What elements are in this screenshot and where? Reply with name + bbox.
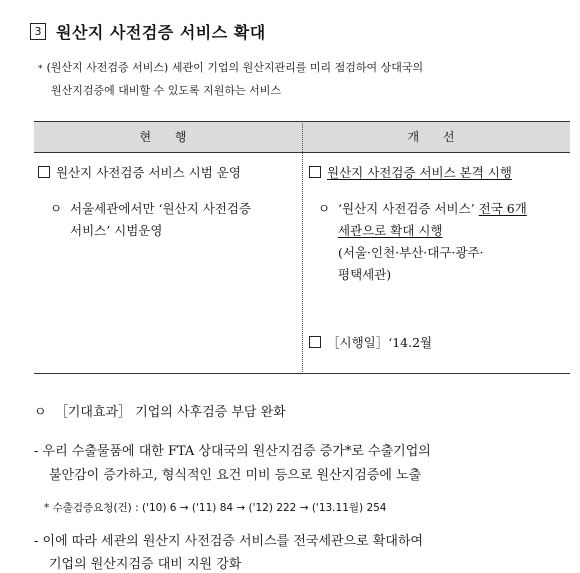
improved-sub-line-3: (서울·인천·부산·대구·광주· — [338, 245, 484, 260]
bullet-icon: ㅇ — [34, 405, 47, 420]
improved-sub-line-4: 평택세관) — [338, 267, 392, 282]
checkbox-square-icon — [38, 166, 50, 178]
table-bottom-rule — [34, 373, 570, 374]
checkbox-square-icon — [309, 336, 321, 348]
effect-dash-2-line-1: - 이에 따라 세관의 원산지 사전검증 서비스를 전국세관으로 확대하여 — [34, 534, 424, 549]
header-improved: 개 선 — [407, 130, 465, 144]
improved-item-1 — [309, 162, 512, 184]
improved-sub-text-1b: 전국 6개 — [478, 201, 527, 216]
export-verification-footnote: * 수출검증요청(건) : ('10) 6 → ('11) 84 → ('12) 222 → ('13.11월) 254 — [44, 502, 387, 514]
checkbox-square-icon — [309, 166, 321, 178]
improved-sub-line-2: 세관으로 확대 시행 — [338, 223, 443, 238]
bullet-icon: ㅇ — [318, 201, 331, 216]
current-sub-text-1: 서울세관에서만 ‘원산지 사전검증 — [70, 201, 252, 216]
note-line-1 — [38, 57, 568, 80]
current-item-1-text: 원산지 사전검증 서비스 시범 운영 — [56, 165, 241, 180]
effect-dash-1-line-2: 불안감이 증가하고, 형식적인 요건 미비 등으로 원산지검증에 노출 — [49, 468, 422, 483]
header-current: 현 행 — [139, 130, 197, 144]
definition-note — [38, 57, 568, 101]
effect-dash-2-line-2: 기업의 원산지검증 대비 지원 강화 — [49, 557, 242, 572]
section-number: 3 — [30, 23, 46, 40]
current-sub-line-1 — [50, 198, 251, 220]
improved-item-2 — [309, 332, 432, 354]
comparison-table — [34, 121, 570, 374]
bullet-icon: ㅇ — [50, 201, 63, 216]
column-divider — [302, 121, 303, 374]
note-star: * — [38, 64, 43, 74]
improved-sub-text-1a: ‘원산지 사전검증 서비스’ — [338, 201, 479, 216]
improved-item-1-text: 원산지 사전검증 서비스 본격 시행 — [327, 165, 512, 180]
note-line-2: 원산지검증에 대비할 수 있도록 지원하는 서비스 — [51, 84, 282, 97]
note-text-1: (원산지 사전검증 서비스) 세관이 기업의 원산지관리를 미리 점검하여 상대국의 — [46, 61, 424, 74]
effective-date-text: ［시행일］‘14.2월 — [327, 335, 433, 350]
current-item-1 — [38, 162, 241, 184]
section-title: 원산지 사전검증 서비스 확대 — [56, 22, 266, 42]
current-sub-line-2: 서비스’ 시범운영 — [70, 223, 163, 238]
effect-dash-1-line-1: - 우리 수출물품에 대한 FTA 상대국의 원산지검증 증가*로 수출기업의 — [34, 444, 431, 459]
section-heading — [30, 20, 266, 42]
effect-title — [34, 401, 574, 420]
improved-sub-line-1 — [318, 198, 527, 220]
effect-title-text: ［기대효과］ 기업의 사후검증 부담 완화 — [54, 405, 286, 420]
